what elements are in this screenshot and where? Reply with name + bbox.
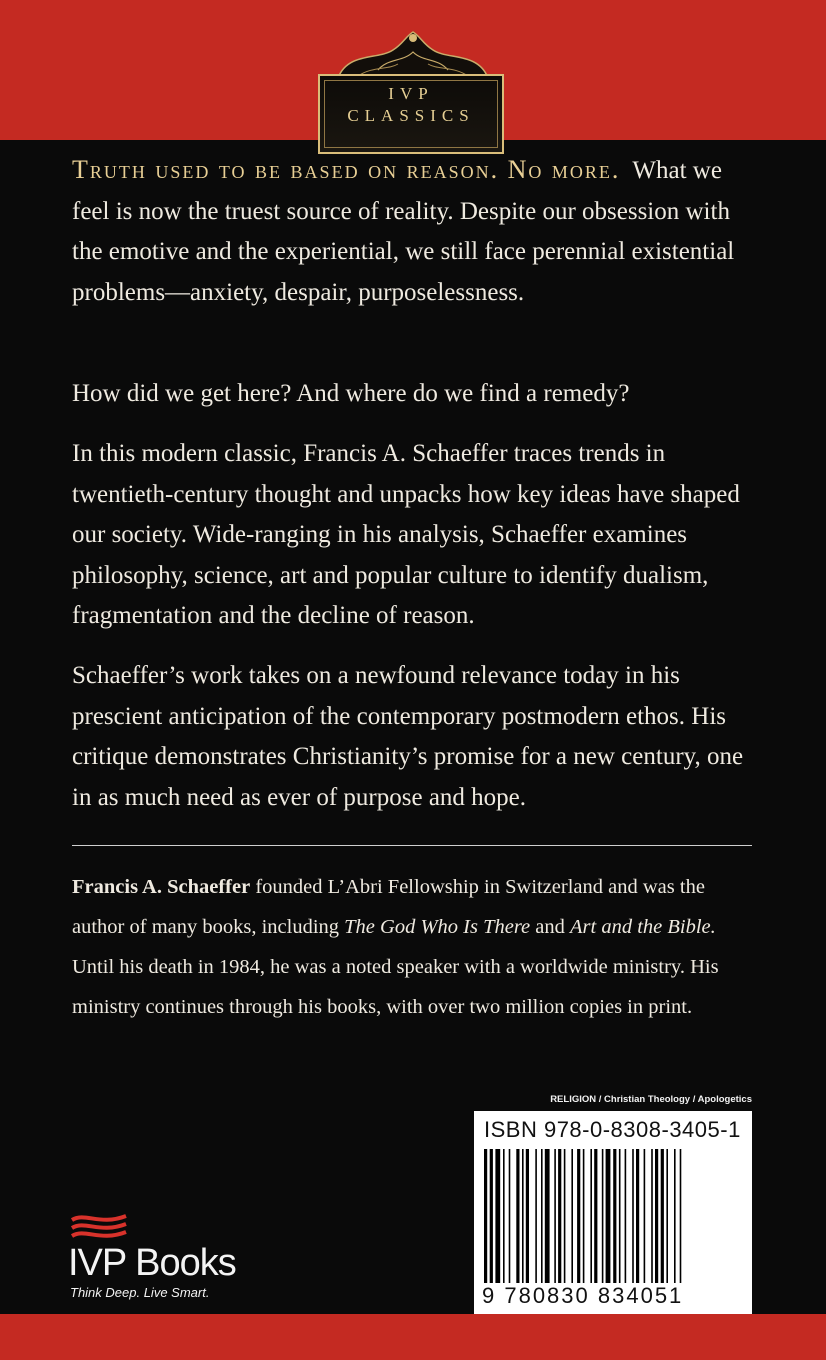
publisher-logo xyxy=(68,1212,268,1302)
ivp-waves-icon xyxy=(70,1212,130,1244)
description-paragraph-2 xyxy=(72,374,754,415)
paragraph-1-text: What we feel is now the truest source of reality. Despite our obsession with the emotive and the experiential, we still face perennial existential problems—anxiety, despair, purposelessness. xyxy=(72,157,735,306)
book-title-1: The God Who Is There xyxy=(344,916,531,938)
barcode-block xyxy=(474,1111,752,1314)
author-name: Francis A. Schaeffer xyxy=(72,876,251,898)
barcode-digits: 9 780830 834051 xyxy=(482,1283,684,1308)
paragraph-2-text: How did we get here? And where do we find a remedy? xyxy=(72,380,630,407)
lead-in-text: Truth used to be based on reason. No more. xyxy=(72,155,621,184)
bio-and: and xyxy=(535,916,565,938)
publisher-tagline: Think Deep. Live Smart. xyxy=(70,1285,210,1300)
bio-text-2: Until his death in 1984, he was a noted speaker with a worldwide ministry. His ministry continues through his books, with over two million copies in print. xyxy=(72,956,719,1018)
book-title-2: Art and the Bible. xyxy=(570,916,716,938)
crest-text-ivp: IVP xyxy=(388,84,434,103)
description-paragraph-3 xyxy=(72,434,754,637)
paragraph-3-text: In this modern classic, Francis A. Schaeffer traces trends in twentieth-century thought and unpacks how key ideas have shaped our society. Wide-ranging in his analysis, Schaeffer examines philosophy, science, art and popular culture to identify dualism, fragmentation and the decline of reason. xyxy=(72,440,740,629)
paragraph-4-text: Schaeffer’s work takes on a newfound relevance today in his prescient anticipation of the contemporary postmodern ethos. His critique demonstrates Christianity’s promise for a new century, one in as much need as ever of purpose and hope. xyxy=(72,662,744,811)
barcode-bars-icon xyxy=(484,1149,742,1283)
description-paragraph-1 xyxy=(72,150,754,313)
ivp-classics-crest xyxy=(318,30,508,130)
crest-plaque xyxy=(318,74,504,154)
isbn-text: ISBN 978-0-8308-3405-1 xyxy=(484,1117,741,1142)
author-bio xyxy=(72,867,762,1027)
divider-line xyxy=(72,845,752,846)
description-paragraph-4 xyxy=(72,656,754,818)
bottom-red-band xyxy=(0,1314,826,1360)
ornament-icon xyxy=(318,30,508,80)
bio-text-1: founded L’Abri Fellowship in Switzerland and was the author of many books, including xyxy=(72,876,705,938)
category-label: RELIGION / Christian Theology / Apologetics xyxy=(550,1094,752,1105)
crest-text-classics: CLASSICS xyxy=(347,106,475,125)
publisher-name: IVP Books xyxy=(68,1242,236,1284)
